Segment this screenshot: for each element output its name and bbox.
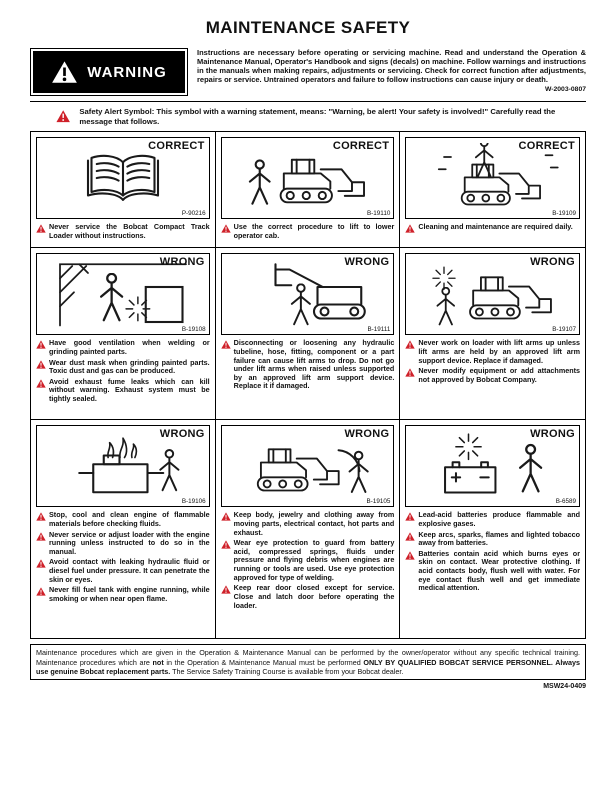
warning-label: WARNING: [87, 63, 167, 81]
alert-triangle-icon: [405, 340, 415, 349]
bullet-text: Never work on loader with lift arms up unless lift arms are held by an approved lift arm support device. Replace if damaged.: [418, 338, 580, 365]
panel-bullets: [221, 511, 395, 610]
warning-box-inner: [33, 51, 185, 93]
cleaning-machine-illustration: [417, 143, 569, 213]
panel-cell: [400, 132, 585, 248]
panel-bullets: [36, 339, 210, 403]
working-under-lift-arms-illustration: [417, 259, 569, 329]
alert-triangle-icon: [36, 559, 46, 568]
bullet-text: Never fill fuel tank with engine running, while smoking or when near open flame.: [49, 585, 210, 604]
bullet-item: [221, 584, 395, 610]
warning-section: [30, 48, 586, 96]
panel-label: WRONG: [159, 256, 205, 269]
alert-triangle-icon: [36, 587, 46, 596]
alert-triangle-icon: [36, 224, 46, 233]
panel-label: CORRECT: [332, 140, 390, 153]
alert-triangle-icon: [405, 512, 415, 521]
alert-triangle-icon: [36, 379, 46, 388]
battery-explosion-illustration: [417, 431, 569, 501]
panel-cell: [31, 420, 216, 638]
bullet-text: Never service the Bobcat Compact Track Loader without instructions.: [49, 222, 210, 240]
bullet-item: [221, 223, 395, 240]
bullet-item: [36, 339, 210, 356]
bullet-text: Keep arcs, sparks, flames and lighted tobacco away from batteries.: [418, 529, 580, 548]
panel-bullets: [405, 511, 580, 593]
alert-triangle-icon: [405, 224, 415, 233]
panel-label: WRONG: [159, 428, 205, 441]
panel-label: CORRECT: [518, 140, 575, 153]
panel-code: P-90216: [181, 210, 206, 218]
alert-triangle-icon: [36, 532, 46, 541]
bullet-item: [221, 511, 395, 537]
panel-code: B-19108: [181, 326, 206, 334]
footer-note: [30, 644, 586, 680]
panel-code: B-19106: [181, 498, 206, 506]
panel-code: B-19105: [366, 498, 391, 506]
panel-bullets: [36, 511, 210, 603]
footer-bold-2: ONLY BY QUALIFIED BOBCAT SERVICE PERSONNEL. Always use genuine Bobcat replacement parts.: [36, 657, 580, 676]
bullet-text: Have good ventilation when welding or grinding painted parts.: [49, 338, 210, 356]
bullet-item: [36, 359, 210, 376]
alert-triangle-icon: [221, 585, 231, 594]
bullet-item: [405, 339, 580, 365]
bullet-text: Keep rear door closed except for service. Close and latch door before operating the loader.: [233, 583, 395, 610]
panel-code: B-6589: [555, 498, 576, 506]
alert-triangle-icon: [405, 368, 415, 377]
footer-text-2: in the Operation & Maintenance Manual must be performed: [163, 657, 364, 667]
bullet-text: Disconnecting or loosening any hydraulic tubeline, hose, fitting, component or a part failure can cause lift arms to drop. Do not go under lift arms when raised unless supported by an approved lift arm support device. Replace it if damaged.: [233, 338, 395, 391]
bullet-text: Never service or adjust loader with the engine running unless instructed to do so in the manual.: [49, 529, 210, 556]
alert-triangle-icon: [405, 532, 415, 541]
bullet-item: [405, 531, 580, 548]
footer-bold-1: not: [152, 657, 164, 667]
panel-cell: [31, 132, 216, 248]
operator-cab-lift-illustration: [231, 143, 383, 213]
alert-triangle-icon: [221, 224, 231, 233]
warning-box: [30, 48, 188, 96]
panel-cell: [216, 248, 401, 420]
panel-bullets: [221, 339, 395, 391]
bullet-text: Never modify equipment or add attachments not approved by Bobcat Company.: [418, 366, 580, 384]
moving-parts-rear-door-illustration: [231, 431, 383, 501]
safety-alert-triangle-icon: [56, 109, 70, 123]
bullet-text: Wear dust mask when grinding painted parts. Toxic dust and gas can be produced.: [49, 357, 210, 376]
panel-bullets: [36, 223, 210, 240]
bullet-text: Cleaning and maintenance are required daily.: [418, 222, 573, 232]
alert-triangle-icon: [36, 360, 46, 369]
image-panel: [221, 137, 395, 219]
bullet-text: Wear eye protection to guard from battery acid, compressed springs, fluids under pressure and flying debris when engines are running or tools are used. Use eye protection approved for type of welding.: [233, 538, 395, 582]
bullet-item: [405, 511, 580, 528]
warning-code: W-2003-0807: [544, 85, 586, 93]
image-panel: [405, 253, 580, 335]
panel-cell: [31, 248, 216, 420]
panel-code: B-19110: [366, 210, 391, 218]
bullet-item: [405, 367, 580, 384]
panel-code: B-19109: [552, 210, 576, 218]
panel-cell: [216, 420, 401, 638]
image-panel: [36, 253, 210, 335]
bullet-item: [36, 531, 210, 557]
alert-triangle-icon: [405, 551, 415, 560]
bullet-item: [405, 223, 580, 233]
alert-triangle-icon: [36, 512, 46, 521]
alert-triangle-icon: [221, 512, 231, 521]
bullet-text: Use the correct procedure to lift to lower operator cab.: [233, 222, 395, 240]
image-panel: [221, 253, 395, 335]
panel-bullets: [405, 339, 580, 384]
welding-in-enclosed-area-illustration: [47, 259, 199, 329]
footer-text-3: The Service Safety Training Course is available from your Bobcat dealer.: [170, 666, 404, 676]
panel-label: WRONG: [530, 256, 575, 269]
image-panel: [221, 425, 395, 507]
image-panel: [36, 137, 210, 219]
alert-triangle-icon: [221, 540, 231, 549]
safety-alert-row: [30, 105, 586, 131]
bullet-text: Avoid contact with leaking hydraulic fluid or diesel fuel under pressure. It can penetrate the skin or eyes.: [49, 557, 210, 584]
bullet-text: Stop, cool and clean engine of flammable materials before checking fluids.: [49, 510, 210, 528]
bullet-text: Keep body, jewelry and clothing away from moving parts, electrical contact, hot parts and exhaust.: [233, 510, 395, 537]
panel-cell: [400, 420, 585, 638]
panel-bullets: [405, 223, 580, 233]
bullet-text: Batteries contain acid which burns eyes or skin on contact. Wear protective clothing. If acid contacts body, flush well with water. For eye contact flush well and get immediate medical attention.: [418, 548, 580, 593]
panel-cell: [216, 132, 401, 248]
warning-text: Instructions are necessary before operating or servicing machine. Read and understand the Operation & Maintenance Manual, Operator's Handbook and signs (decals) on machine. Follow warnings and instructions in the manuals when making repairs, adjustments or servicing. Check for correct function after adjustments, repairs or service. Untrained operators and failure to follow instructions can cause injury or death.: [197, 48, 586, 85]
image-panel: [405, 137, 580, 219]
bullet-item: [36, 558, 210, 584]
bullet-item: [36, 378, 210, 404]
bullet-item: [221, 539, 395, 582]
engine-fire-illustration: [47, 431, 199, 501]
safety-alert-text: Safety Alert Symbol: This symbol with a warning statement, means: "Warning, be alert! Your safety is involved!" Carefully read the message that follows.: [79, 107, 556, 126]
bullet-item: [405, 550, 580, 593]
open-book-illustration: [47, 143, 199, 213]
page-title: MAINTENANCE SAFETY: [205, 18, 411, 37]
bullet-text: Avoid exhaust fume leaks which can kill without warning. Exhaust system must be tightly sealed.: [49, 376, 210, 404]
panel-bullets: [221, 223, 395, 240]
bullet-item: [221, 339, 395, 391]
panel-label: WRONG: [344, 256, 390, 269]
panel-code: B-19107: [552, 326, 576, 334]
footer-text-1: Maintenance procedures which are given in the Operation & Maintenance Manual can be performed by the owner/operator without any specific technical training. Maintenance procedures which are: [36, 648, 580, 667]
image-panel: [405, 425, 580, 507]
bullet-item: [36, 511, 210, 528]
safety-panels-grid: [30, 131, 586, 639]
doc-number: MSW24-0409: [543, 683, 586, 691]
panel-cell: [400, 248, 585, 420]
panel-label: WRONG: [530, 428, 575, 441]
panel-code: B-19111: [367, 326, 391, 334]
bullet-item: [36, 586, 210, 603]
bullet-text: Lead-acid batteries produce flammable and explosive gases.: [418, 510, 580, 528]
panel-label: CORRECT: [148, 140, 205, 153]
alert-triangle-icon: [36, 340, 46, 349]
warning-triangle-icon: [51, 60, 78, 84]
divider: [30, 101, 586, 102]
under-raised-lift-arms-illustration: [231, 259, 383, 329]
panel-label: WRONG: [344, 428, 390, 441]
bullet-item: [36, 223, 210, 240]
alert-triangle-icon: [221, 340, 231, 349]
image-panel: [36, 425, 210, 507]
warning-text-block: [197, 48, 586, 96]
